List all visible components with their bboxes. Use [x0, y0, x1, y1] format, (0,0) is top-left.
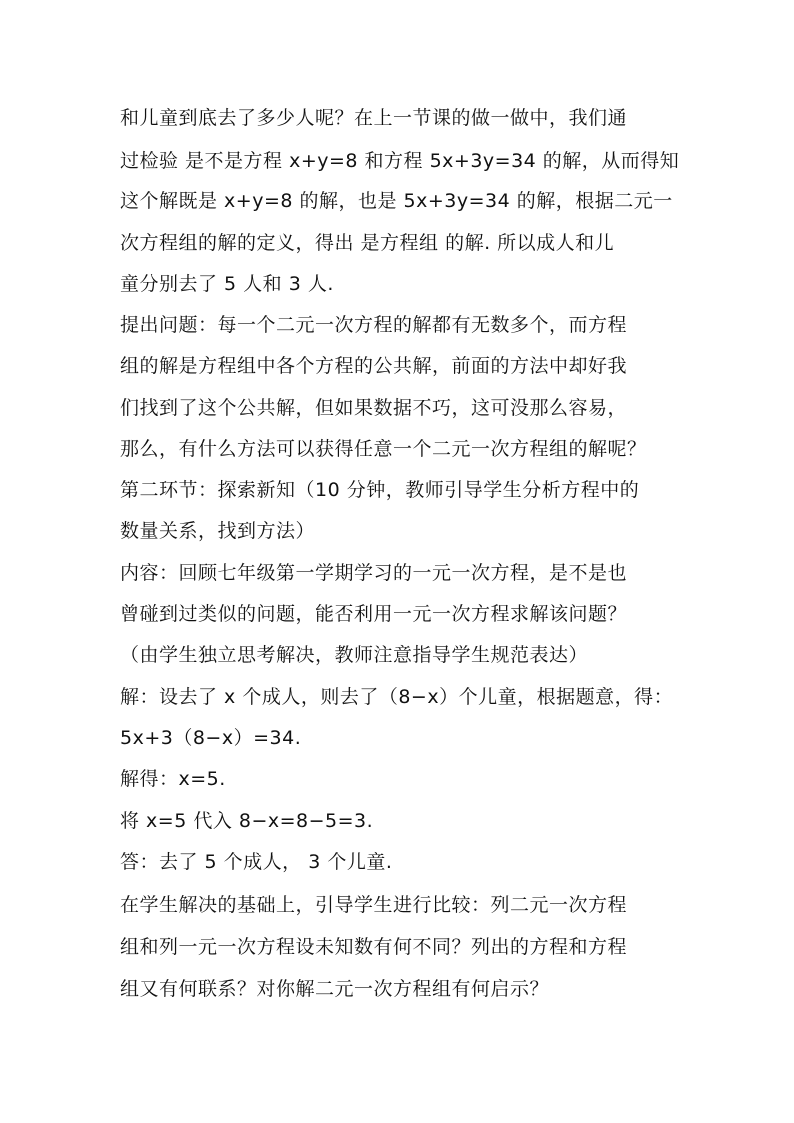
text-line: 5x+3（8−x）=34.	[120, 727, 302, 749]
text-line: （由学生独立思考解决，教师注意指导学生规范表达）	[120, 644, 589, 666]
text-line: 过检验 是不是方程 x+y=8 和方程 5x+3y=34 的解，从而得知	[120, 150, 680, 172]
text-line: 解得：x=5.	[120, 768, 226, 790]
text-line: 第二环节：探索新知（10 分钟，教师引导学生分析方程中的	[120, 479, 640, 501]
text-line: 提出问题：每一个二元一次方程的解都有无数多个，而方程	[120, 314, 628, 336]
text-line: 内容：回顾七年级第一学期学习的一元一次方程，是不是也	[120, 562, 628, 584]
text-line: 次方程组的解的定义，得出 是方程组 的解. 所以成人和儿	[120, 232, 615, 254]
text-line: 将 x=5 代入 8−x=8−5=3.	[120, 810, 374, 832]
text-line: 那么，有什么方法可以获得任意一个二元一次方程组的解呢？	[120, 438, 647, 460]
text-line: 曾碰到过类似的问题，能否利用一元一次方程求解该问题？	[120, 603, 628, 625]
text-line: 组的解是方程组中各个方程的公共解，前面的方法中却好我	[120, 355, 628, 377]
text-line: 和儿童到底去了多少人呢？在上一节课的做一做中，我们通	[120, 107, 628, 129]
text-line: 数量关系，找到方法）	[120, 520, 316, 542]
text-line: 组和列一元一次方程设未知数有何不同？列出的方程和方程	[120, 936, 628, 958]
text-line: 这个解既是 x+y=8 的解，也是 5x+3y=34 的解，根据二元一	[120, 190, 673, 212]
text-line: 童分别去了 5 人和 3 人.	[120, 273, 334, 295]
text-line: 组又有何联系？对你解二元一次方程组有何启示？	[120, 978, 550, 1000]
text-line: 在学生解决的基础上，引导学生进行比较：列二元一次方程	[120, 894, 628, 916]
text-line: 答：去了 5 个成人， 3 个儿童.	[120, 851, 393, 873]
text-line: 们找到了这个公共解，但如果数据不巧，这可没那么容易，	[120, 397, 628, 419]
text-line: 解：设去了 x 个成人，则去了（8−x）个儿童，根据题意，得：	[120, 686, 674, 708]
